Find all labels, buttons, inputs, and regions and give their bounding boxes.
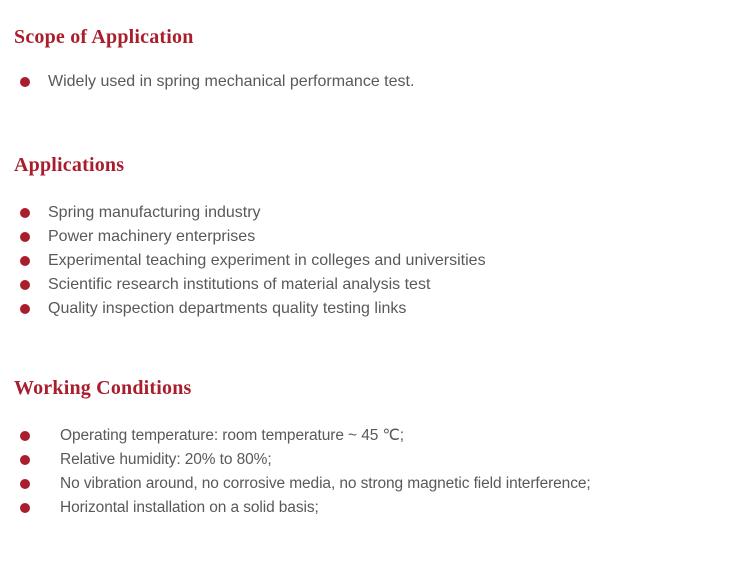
bullet-icon [20,304,30,314]
list-item-text: Horizontal installation on a solid basis; [60,499,319,516]
bullet-icon [20,431,30,441]
list-item-text: Spring manufacturing industry [48,204,261,221]
bullet-icon [20,503,30,513]
bullet-icon [20,77,30,87]
bullet-icon [20,232,30,242]
list-item [0,496,750,520]
list-scope-of-application [0,70,750,94]
list-item [0,273,750,297]
list-item-text: No vibration around, no corrosive media, no strong magnetic field interference; [60,475,591,492]
bullet-icon [20,455,30,465]
list-item [0,201,750,225]
section-title-scope-of-application: Scope of Application [14,26,194,48]
bullet-icon [20,256,30,266]
list-applications [0,201,750,321]
list-item-text: Relative humidity: 20% to 80%; [60,451,272,468]
list-item-text: Widely used in spring mechanical performance test. [48,73,415,90]
list-item [0,249,750,273]
list-item-text: Quality inspection departments quality testing links [48,300,407,317]
list-item-text: Power machinery enterprises [48,228,256,245]
list-item [0,225,750,249]
list-item [0,424,750,448]
list-item-text: Operating temperature: room temperature ~ 45 ℃; [60,427,404,444]
list-item [0,297,750,321]
list-working-conditions [0,424,750,520]
list-item-text: Experimental teaching experiment in colleges and universities [48,252,486,269]
list-item [0,70,750,94]
section-title-applications: Applications [14,154,125,176]
list-item-text: Scientific research institutions of material analysis test [48,276,431,293]
bullet-icon [20,479,30,489]
section-title-working-conditions: Working Conditions [14,377,192,399]
bullet-icon [20,208,30,218]
list-item [0,472,750,496]
list-item [0,448,750,472]
bullet-icon [20,280,30,290]
